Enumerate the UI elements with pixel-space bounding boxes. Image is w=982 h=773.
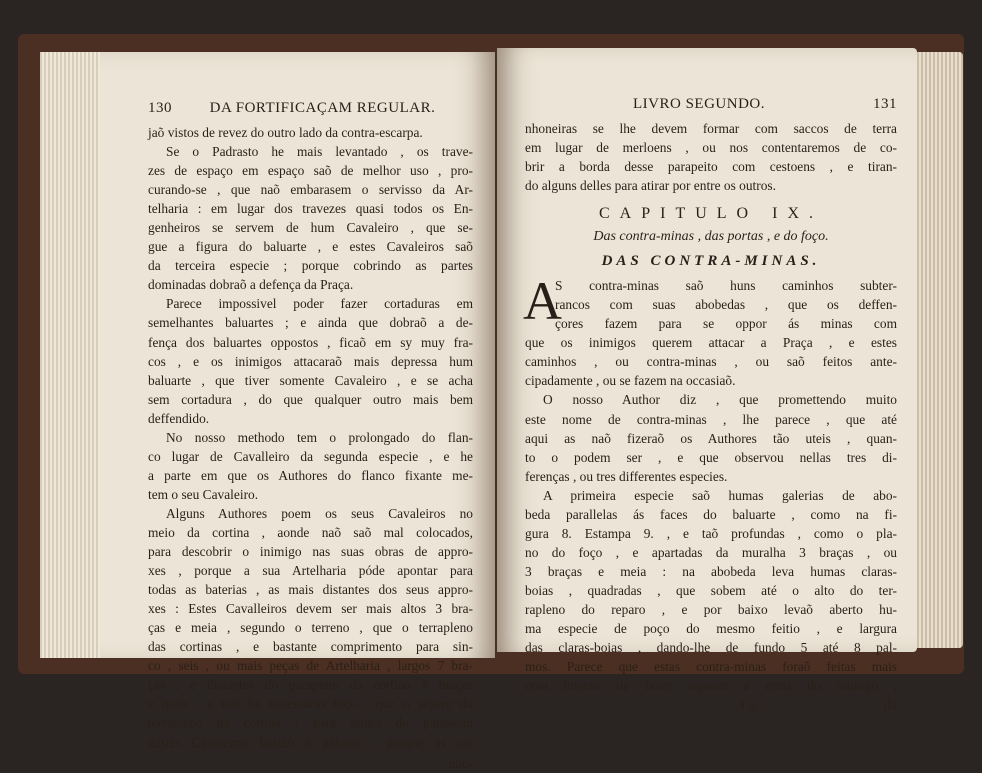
left-page [40,52,495,771]
text-line: Alguns Authores poem os seus Cavaleiros no [166,505,473,521]
chapter-title: CAPITULO IX. [599,205,823,223]
section-heading: DAS CONTRA-MINAS. [601,253,821,270]
text-line: xes , porque a sua Artelharia póde apontar para [148,563,473,579]
left-running-head [148,100,473,117]
text-line: boias , quadradas , que sobem até o alto do ter- [525,582,897,598]
text-line: meio da cortina , aonde naõ saõ mal colocados, [148,524,473,540]
text-line: genheiros se servem de hum Cavaleiro , que se- [148,220,473,236]
text-line: aqui as naõ fizeraõ os Authores tão uteis , quan- [525,430,897,446]
drop-cap: A [523,271,562,332]
text-line: No nosso methodo tem o prolongado do flan- [166,429,473,445]
text-line: semelhantes baluartes ; e ainda que dobraõ a de- [148,315,473,331]
text-line: este nome de contra-minas , lhe parece , que até [525,411,897,427]
right-body-text [525,333,897,695]
right-running-head [525,96,897,113]
text-line: da terceira especie ; porque cobrindo as partes [148,258,473,274]
signature-mark: I ij [740,697,756,713]
text-line: rancos com suas abobedas , que os deffen- [555,297,897,313]
text-line: S contra-minas saõ huns caminhos subter- [555,278,897,294]
text-line: sem cortadura , do que qualquer outro mais bem [148,391,473,407]
text-line: mos. Parece que estas contra-minas foraõ feitas mais [525,659,897,675]
right-page-number: 131 [873,96,897,112]
text-line: nhoneiras se lhe devem formar com saccos de terra [525,121,897,136]
text-line: das claras-boias , dando-lhe de fundo 5 até 8 pal- [525,640,897,656]
drop-cap-lines [523,271,897,333]
text-line: jaõ vistos de revez do outro lado da contra-escarpa. [148,125,423,140]
chapter-subtitle: Das contra-minas , das portas , e do foço. [593,229,829,245]
text-line: cipadamente , ou se fazem na occasiaõ. [525,373,736,389]
right-page [497,48,917,713]
text-line: telharia : em lugar dos travezes quasi todos os En- [148,201,473,217]
text-line: gura 8. Estampa 9. , e taõ profundas , como o pla- [525,525,897,541]
right-footer [525,697,897,713]
text-line: a parte em que os Authores do flanco fixante me- [148,467,473,483]
text-line: curando-se , que naõ embarasem o servisso da Ar- [148,182,473,198]
text-line: xes : Estes Cavalleiros devem ser mais altos 3 bra- [148,601,473,617]
text-line: Parece impossivel poder fazer cortaduras em [166,296,473,312]
text-line: do alguns delles para atirar por entre os outros. [525,178,776,194]
text-line: to o podem ser , e que observou nellas tres di- [525,449,897,465]
left-catchword: nho- [448,755,473,771]
text-line: O nosso Author diz , que promettendo muito [543,392,897,408]
text-line: A primeira especie saõ humas galerias de abo- [543,487,897,503]
text-line: todas as baterias , as mais distantes dos seus appro- [148,582,473,598]
text-line: cos , e os inimigos attacaraõ mais depressa hum [148,353,473,369]
text-line: 3 braças e meia : na abobeda leva humas claras- [525,563,897,579]
text-line: tem o seu Cavaleiro. [148,486,259,502]
right-top-text [525,119,897,195]
text-line: rapleno do reparo , e por baixo levaõ aberto hu- [525,601,897,617]
text-line: com intento de fazer vaporar a mina do inimigo , [525,678,897,694]
text-line: baluarte , que tiver somente Cavaleiro , e se acha [148,372,473,388]
text-line: gue a figura do baluarte , e estes Cavaleiros saõ [148,239,473,255]
text-line: para descobrir o inimigo nas suas obras de appro- [148,544,473,560]
text-line: destes Cavaleiros bastaõ 6 palmos ; porque as ca- [148,734,473,750]
right-running-title: LIVRO SEGUNDO. [633,96,765,112]
text-line: ças e meia , segundo o terreno , que o terrapleno [148,620,473,636]
drop-cap-paragraph [523,271,897,333]
text-line: çores fazem para se oppor ás minas com [555,316,897,332]
text-line: terrapleno da cortina : para altura do parapeito [148,715,473,731]
left-body-text [148,123,473,752]
right-catchword: do [883,697,897,713]
text-line: das cortinas , e bastante comprimento para sin- [148,639,473,655]
text-line: brir a borda desse parapeito com cestoens , e tiran- [525,159,897,175]
text-line: co , seis , ou mais peças de Artelharia , largos 7 bra- [148,658,473,674]
text-line: dominadas dobraõ a defença da Praça. [148,277,354,293]
text-line: beda parallelas ás faces do baluarte , como na fi- [525,506,897,522]
text-line: Se o Padrasto he mais levantado , os trave- [166,144,473,160]
text-line: zes de espaço em espaço saõ de melhor uso , pro- [148,163,473,179]
text-line: caminhos , ou contra-minas , ou saõ feitos ante- [525,354,897,370]
text-line: ças , e distantes do parapeito da cortina 4 braças [148,677,473,693]
text-line: no do foço , e apartadas da muralha 3 braças , ou [525,544,897,560]
text-line: que os inimigos querem attacar a Praça , e estes [525,335,897,351]
text-line: fença dos baluartes oppostos , ficaõ em sy muy fra- [148,334,473,350]
left-running-title: DA FORTIFICAÇAM REGULAR. [209,100,436,116]
text-line: e meia , e naõ he necessario foço , que o separe do [148,696,473,712]
text-line: co lugar de Cavalleiro da segunda especie , e he [148,448,473,464]
left-page-number: 130 [148,100,172,116]
text-line: em lugar de merloens , ou nos contentaremos de co- [525,140,897,156]
text-line: ferenças , ou tres differentes especies. [525,468,728,484]
text-line: ma especie de poço do mesmo feitio , e largura [525,621,897,637]
text-line: deffendido. [148,410,210,426]
